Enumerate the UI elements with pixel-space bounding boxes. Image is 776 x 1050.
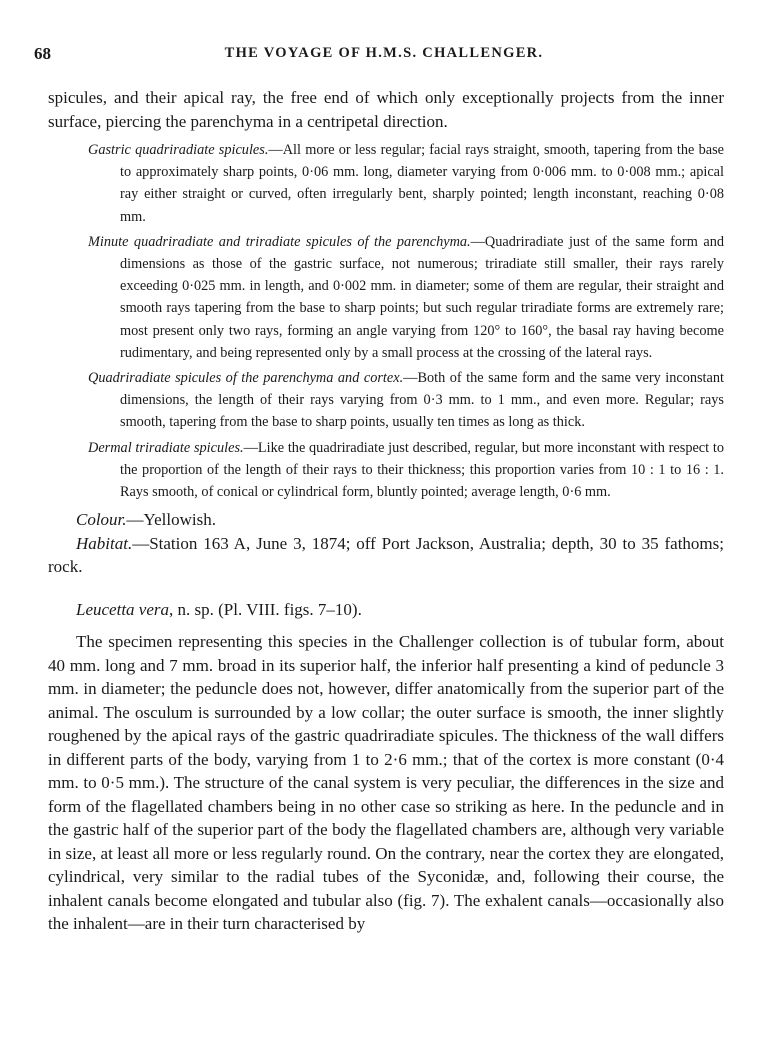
colour-label: Colour.	[76, 510, 127, 530]
species-description: The specimen representing this species in the Challenger collection is of tubular form, about 40 mm. long and 7 mm. broad in its superior half, the inferior half presenting a kind of peduncle 3 mm. in diameter; the peduncle does not, however, differ anatomically from the superior part of the animal. The osculum is surrounded by a low collar; the outer surface is smooth, the inner slightly roughened by the apical rays of the gastric quadriradiate spicules. The thickness of the wall differs in different parts of the body, varying from 1 to 2·6 mm.; that of the cortex is more constant (0·4 mm. to 0·5 mm.). The structure of the canal system is very peculiar, the differences in the size and form of the flagellated chambers being in no other case so striking as here. In the peduncle and in the gastric half of the superior part of the body the flagellated chambers are, although very variable in size, at least all more or less regularly round. On the contrary, near the cortex they are elongated, cylindrical, very similar to the radial tubes of the Syconidæ, and, following their course, the inhalent canals become elongated and tubular also (fig. 7). The exhalent canals—occasionally also the inhalent—are in their turn characterised by	[48, 632, 724, 934]
spicule-entry-dermal	[88, 437, 724, 504]
species-reference: , n. sp. (Pl. VIII. figs. 7–10).	[169, 599, 362, 619]
habitat-text: —Station 163 A, June 3, 1874; off Port Jackson, Australia; depth, 30 to 35 fathoms; rock.	[48, 533, 724, 577]
species-heading	[48, 598, 724, 622]
page-header	[34, 44, 734, 68]
colour-line	[48, 508, 724, 532]
species-name: Leucetta vera	[76, 599, 169, 619]
page-number: 68	[34, 44, 51, 63]
spicule-text: —Quadriradiate just of the same form and dimensions as those of the gastric surface, not numerous; triradiate still smaller, their rays rarely exceeding 0·025 mm. in length, and 0·002 mm. in diameter; some of them are regular, their straight and smooth rays tapering from the base to sharp points; but such regular triradiate forms are extremely rare; most present only two rays, forming an angle varying from 120° to 160°, the basal ray having become rudimentary, and being represented only by a small process at the crossing of the lateral rays.	[120, 233, 724, 361]
spicule-text: —Like the quadriradiate just described, regular, but more inconstant with respect to the proportion of the length of their rays to their thickness; this proportion varies from 10 : 1 to 16 : 1. Rays smooth, of conical or cylindrical form, bluntly pointed; average length, 0·6 mm.	[120, 439, 724, 501]
spicule-entry-gastric	[88, 139, 724, 228]
spicule-entry-quadriradiate	[88, 367, 724, 434]
page-body	[48, 86, 724, 936]
spicule-term: Minute quadriradiate and triradiate spicules of the parenchyma.	[88, 233, 471, 250]
spicule-text: —All more or less regular; facial rays straight, smooth, tapering from the base to approximately sharp points, 0·06 mm. long, diameter varying from 0·006 mm. to 0·008 mm.; apical ray either straight or curved, often irregularly bent, sharply pointed; length inconstant, reaching 0·08 mm.	[120, 142, 724, 225]
habitat-label: Habitat.	[76, 533, 133, 553]
spicule-term: Quadriradiate spicules of the parenchyma and cortex.	[88, 370, 404, 387]
spicule-term: Gastric quadriradiate spicules.	[88, 142, 269, 158]
colour-text: —Yellowish.	[126, 510, 216, 530]
running-head: THE VOYAGE OF H.M.S. CHALLENGER.	[224, 45, 544, 61]
spicule-entry-minute	[88, 231, 724, 364]
spicule-term: Dermal triradiate spicules.	[88, 439, 244, 456]
continuation-paragraph: spicules, and their apical ray, the free end of which only exceptionally projects from the inner surface, piercing the parenchyma in a centripetal direction.	[48, 88, 724, 131]
habitat-line	[48, 532, 724, 579]
spicule-text: —Both of the same form and the same very inconstant dimensions, the length of their rays varying from 0·3 mm. to 1 mm., and even more. Regular; rays smooth, tapering from the base to sharp points, usually ten times as long as thick.	[120, 370, 724, 431]
